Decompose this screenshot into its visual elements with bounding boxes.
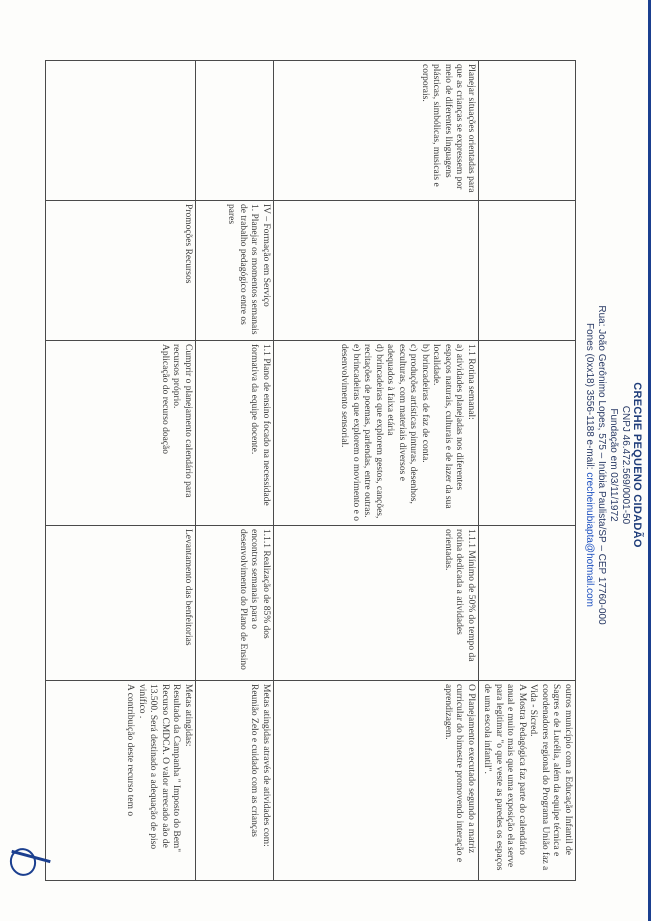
table-cell: 1.1 Plano de ensino focado na necessidade formativa da equipe docente. bbox=[196, 341, 274, 526]
table-cell bbox=[274, 201, 479, 341]
org-foundation: Fundação em 03/11/1972 bbox=[608, 408, 619, 522]
table-cell bbox=[196, 61, 274, 201]
table-cell: Promoções Recursos bbox=[46, 201, 196, 341]
table-row bbox=[479, 61, 576, 881]
planning-table bbox=[45, 60, 576, 881]
table-cell: 1.1 Rotina semanal: a) atividades planejadas nos diferentes espaços naturais, culturais e de lazer da sua localidade. b) brincadeiras de faz de conta. c) produções artísticas pinturas, desenhos, esculturas, com materiais diversos e adequados à faixa etária d) brincadeiras que explorem gestos, canções, recitações de poemas, parlendas, entre outras. e) brincadeiras que explorem o movimento e o desenvolvimento sensorial. bbox=[274, 341, 479, 526]
table-cell bbox=[479, 341, 576, 526]
table-cell: 1.1.1 Mínimo de 50% do tempo da rotina dedicada a atividades orientadas. bbox=[274, 526, 479, 681]
table-cell: outros município com a Educação Infantil de Sagres e de Lucélia, além da equipe técnica e coordenadores regional do Programa União faz a Vida - Sicred. A Mostra Pedagógica faz parte do calendário anual e muito mais que uma exposição ela serve para legitimar "o que veste as paredes os espaços de uma escola infantil". bbox=[479, 681, 576, 881]
table-cell: Metas atingidas através de atividades com: Reunião Zelo e cuidado com as crianças bbox=[196, 681, 274, 881]
org-phones: Fones (0xx18) 3556-1188 e-mail: bbox=[584, 322, 595, 470]
table-cell: O Planejamento executado segundo a matriz curricular do bimestre promovendo interação e aprendizagem. bbox=[274, 681, 479, 881]
table-cell: 1.1.1 Realização de 85% dos encontros semanais para o desenvolvimento do Plano de Ensino bbox=[196, 526, 274, 681]
table-cell: Planejar situações orientadas para que as crianças se expressem por meio de diferentes linguagens plásticas, simbólicas, musicais e corporais. bbox=[274, 61, 479, 201]
letterhead bbox=[583, 40, 643, 890]
table-cell: IV – Formação em Serviço 1. Planejar os momentos semanais de trabalho pedagógico entre os pares bbox=[196, 201, 274, 341]
org-title: CRECHE PEQUENO CIDADÃO bbox=[631, 382, 643, 548]
table-cell: Cumprir o planejamento calendário para recursos próprio. Aplicação do recurso doação bbox=[46, 341, 196, 526]
org-contact bbox=[583, 40, 595, 890]
table-cell bbox=[479, 61, 576, 201]
org-cnpj: CNPJ 46.472.569/0001-50 bbox=[620, 405, 631, 525]
table-cell: Levantamento das benfeitorias bbox=[46, 526, 196, 681]
table-cell bbox=[479, 201, 576, 341]
org-email: crecheinubiapta@hotmail.com bbox=[584, 472, 595, 607]
table-row bbox=[274, 61, 479, 881]
table-cell bbox=[46, 61, 196, 201]
table-cell: Metas atingidas: Resultado da Campanha " Imposto do Bem" Recurso CMDCA. O valor arrecado aão de 13.500. Será destinado a adequação de piso vinífico . A contribuição deste recurso tem o bbox=[46, 681, 196, 881]
org-address: Rua: João Gerônimo Lopes, 575 – Inúbia Paulista/SP – CEP 17760-000 bbox=[596, 305, 607, 625]
table-row bbox=[196, 61, 274, 881]
table-row bbox=[46, 61, 196, 881]
table-cell bbox=[479, 526, 576, 681]
